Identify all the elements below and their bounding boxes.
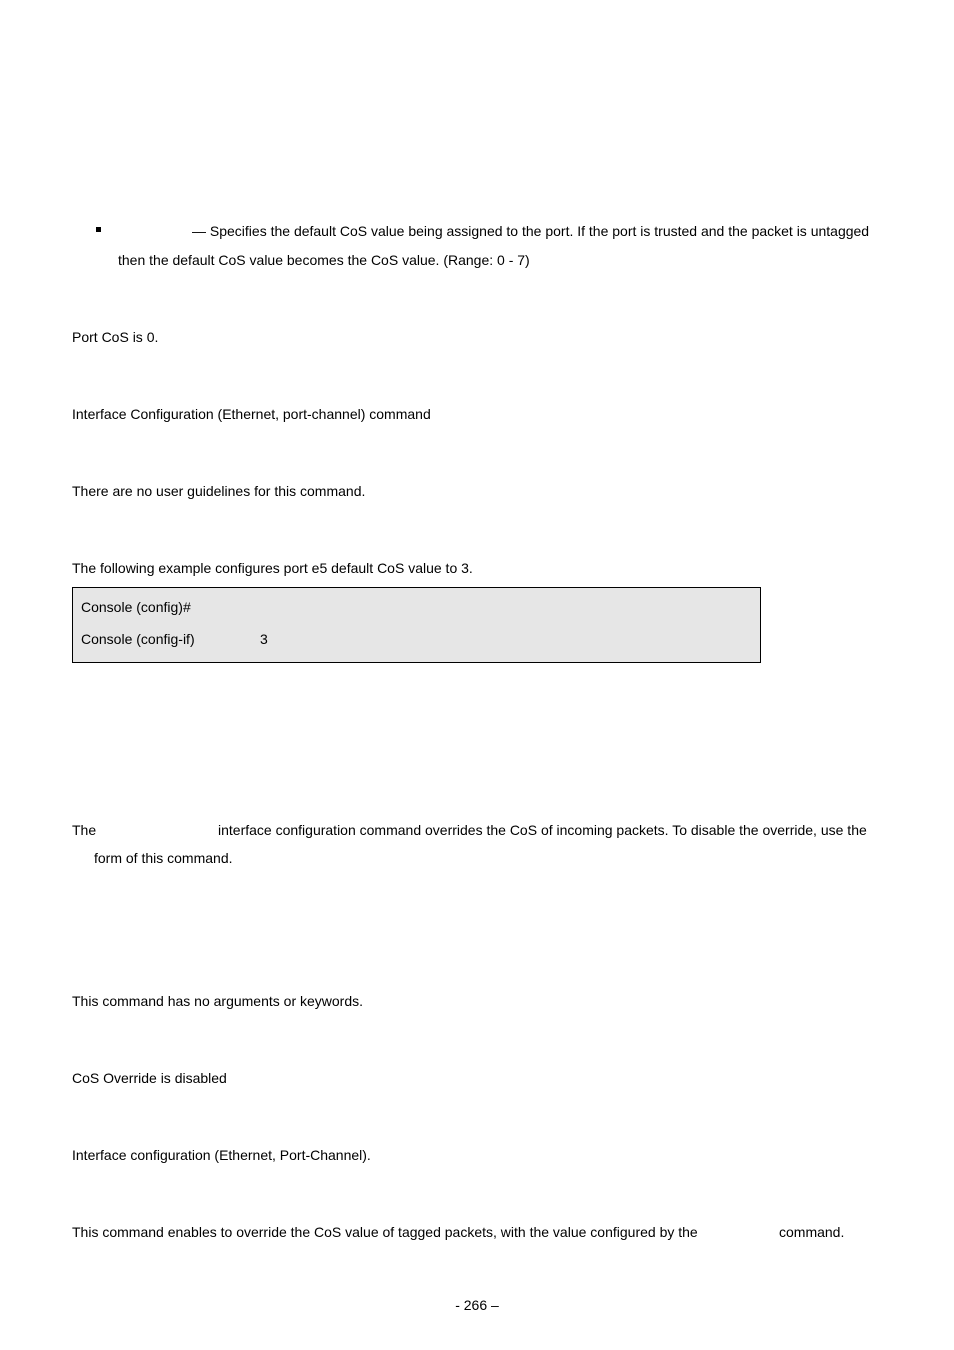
command-mode-text: Interface Configuration (Ethernet, port-channel) command	[72, 406, 431, 422]
default-configuration-text: Port CoS is 0.	[72, 329, 159, 345]
code-line-2-argument: 3	[260, 631, 268, 647]
parameter-description-cont: then the default CoS value becomes the CoS value. (Range: 0 - 7)	[118, 252, 530, 268]
override-guideline-start: This command enables to override the CoS value of tagged packets, with the value configured by the	[72, 1224, 698, 1240]
override-guideline-end: command.	[779, 1224, 845, 1240]
code-line-1: Console (config)#	[81, 599, 191, 615]
example-code-block	[72, 587, 761, 663]
override-description-start: The	[72, 822, 97, 838]
syntax-description-text: This command has no arguments or keywords.	[72, 993, 364, 1009]
code-line-2-prompt: Console (config-if)	[81, 631, 195, 647]
page-number: - 266 –	[455, 1297, 499, 1313]
example-intro-text: The following example configures port e5 default CoS value to 3.	[72, 560, 473, 576]
bullet-marker	[96, 227, 101, 232]
override-default-text: CoS Override is disabled	[72, 1070, 227, 1086]
override-description-end: interface configuration command overrides the CoS of incoming packets. To disable the override, use the	[218, 822, 867, 838]
user-guidelines-text: There are no user guidelines for this command.	[72, 483, 366, 499]
parameter-description: — Specifies the default CoS value being assigned to the port. If the port is trusted and the packet is untagged	[192, 223, 870, 239]
override-description-cont: form of this command.	[94, 850, 233, 866]
override-mode-text: Interface configuration (Ethernet, Port-Channel).	[72, 1147, 371, 1163]
